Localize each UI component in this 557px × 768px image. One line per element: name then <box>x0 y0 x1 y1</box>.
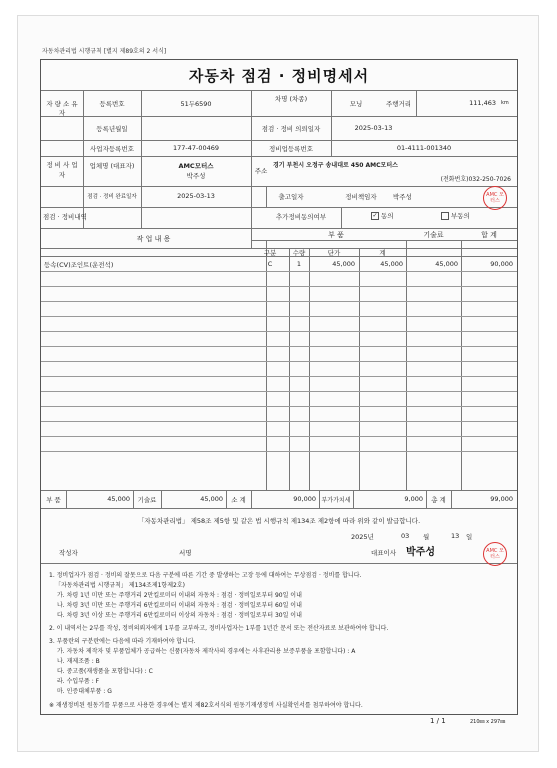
row-price: 45,000 <box>332 260 355 268</box>
consent-yes[interactable] <box>371 211 394 220</box>
consent-no-label: 부동의 <box>451 212 470 220</box>
sub-kind: 구분 <box>263 249 277 257</box>
note-1-ref: 「자동차관리법 시행규칙」 제134조제1항제2호) <box>55 582 185 589</box>
mechanic-value: 박주성 <box>393 193 412 201</box>
note-1c: 다. 차령 3년 이상 또는 주행거리 6만킬로미터 이상의 자동차 : 점검 · 정비일로부터 30일 이내 <box>57 612 302 619</box>
phone-value: (전화번호)032-250-7026 <box>440 176 511 183</box>
sum-total-label: 총 계 <box>431 496 446 504</box>
release-date-label: 출고일자 <box>278 193 304 201</box>
consent-yes-label: 동의 <box>381 212 394 220</box>
row-qty: 1 <box>296 260 302 268</box>
biz-no-value: 177-47-00469 <box>172 144 220 152</box>
first-reg-label: 등록년월일 <box>96 125 128 133</box>
reg-no-value: 51두6590 <box>180 100 212 108</box>
company-label: 업체명 (대표자) <box>89 162 135 170</box>
ceo-label: 대표이사 <box>371 549 397 557</box>
biz-no-label: 사업자등록번호 <box>90 145 134 153</box>
inspection-label: 점검 · 정비내역 <box>43 213 87 221</box>
extra-consent-label: 추가정비동의여부 <box>275 213 327 221</box>
page-number: 1 / 1 <box>430 717 446 725</box>
sum-parts: 45,000 <box>107 495 130 503</box>
complete-date-value: 2025-03-13 <box>177 192 215 200</box>
mechanic-label: 정비책임자 <box>345 193 377 201</box>
consent-yes-checkbox[interactable]: ✓ <box>372 212 378 219</box>
note-2: 2. 이 내역서는 2부를 작성, 정비의뢰자에게 1부를 교부하고, 정비사업자는 1부를 1년간 문서 또는 전산자료로 보관하여야 합니다. <box>49 625 389 632</box>
sum-total: 99,000 <box>490 495 513 503</box>
row-total: 90,000 <box>490 260 513 268</box>
vehicle-owner-label: 자 량 소 유 자 <box>46 100 78 117</box>
mileage-unit: km <box>501 100 509 106</box>
invoice-form <box>40 59 518 715</box>
sum-labor: 45,000 <box>200 495 223 503</box>
date-day-unit: 일 <box>466 533 473 541</box>
note-3d: 라. 수입부품 : F <box>57 678 100 685</box>
request-date-value: 2025-03-13 <box>354 124 393 132</box>
col-parts: 부 품 <box>328 231 344 239</box>
date-day: 13 <box>451 532 460 540</box>
request-date-label: 점검 · 정비 의뢰일자 <box>261 125 321 133</box>
note-footer: ※ 재생정비된 원동기를 부품으로 사용한 경우에는 별지 제82호서식의 원동기재생정비 사실확인서를 첨부하여야 합니다. <box>49 702 363 709</box>
note-1b: 나. 차령 3년 미만 또는 주행거리 6만킬로미터 이내의 자동차 : 점검 · 정비일로부터 60일 이내 <box>57 602 302 609</box>
row-labor: 45,000 <box>435 260 458 268</box>
shop-reg-value: 01-4111-001340 <box>396 144 452 152</box>
reg-no-label: 등록번호 <box>99 100 125 108</box>
row-amount: 45,000 <box>380 260 403 268</box>
sub-qty: 수량 <box>292 249 306 257</box>
form-reference: 자동차관리법 시행규칙 [별지 제89호의 2 서식] <box>42 48 167 55</box>
address-label: 주소 <box>254 167 268 175</box>
sum-vat-label: 부가가치세 <box>321 497 351 504</box>
note-3c: 다. 중고품(재생품을 포함합니다) : C <box>57 668 153 675</box>
date-year: 2025년 <box>351 533 374 541</box>
note-3b: 나. 재제조품 : B <box>57 658 100 665</box>
statement-text: 「자동차관리법」 제58조 제5항 및 같은 법 시행규칙 제134조 제2항에 따라 위와 같이 발급합니다. <box>137 517 421 525</box>
note-3: 3. 부품란의 구분란에는 다음에 따라 기재하여야 합니다. <box>49 638 196 645</box>
complete-date-label: 점검 · 정비 완료일자 <box>87 194 137 200</box>
sub-amount: 계 <box>379 249 386 257</box>
row-kind: C <box>267 260 273 268</box>
address-value: 경기 부천시 오정구 송내대로 450 AMC모터스 <box>273 162 398 169</box>
model-label: 차명 (차종) <box>274 95 308 103</box>
sign-label: 서명 <box>179 549 192 557</box>
note-1a: 가. 차령 1년 미만 또는 주행거리 2만킬로미터 이내의 자동차 : 점검 · 정비일로부터 90일 이내 <box>57 592 302 599</box>
shop-reg-label: 정비업등록번호 <box>269 145 313 153</box>
sum-labor-label: 기술료 <box>137 496 157 504</box>
sum-subtotal: 90,000 <box>293 495 316 503</box>
mileage-value: 111,463 <box>469 99 496 107</box>
col-total: 합 계 <box>481 231 497 239</box>
company-value: AMC모터스 <box>178 162 214 170</box>
row-work: 등속(CV)조인트(운전석) <box>44 261 114 269</box>
note-1: 1. 정비업자가 점검 · 정비의 잘못으로 다음 구분에 따른 기간 중 발생하는 고장 등에 대하여는 무상점검 · 정비를 합니다. <box>49 572 362 579</box>
col-labor: 기술료 <box>423 231 444 239</box>
mileage-label: 주행거리 <box>385 100 412 108</box>
consent-no[interactable] <box>441 211 470 220</box>
business-label: 정 비 사 업 자 <box>46 161 78 179</box>
date-month: 03 <box>401 532 410 540</box>
representative-value: 박주성 <box>186 172 206 180</box>
date-month-unit: 월 <box>423 533 430 541</box>
sum-subtotal-label: 소 계 <box>231 496 246 504</box>
note-3e: 마. 인증대체부품 : G <box>57 688 112 695</box>
model-value: 모닝 <box>349 100 363 108</box>
paper-size: 210㎜ x 297㎜ <box>470 719 506 725</box>
note-3a: 가. 자동차 제작자 및 부품업체가 공급하는 신품(자동차 제작사의 경우에는 사후관리용 보증부품을 포함합니다) : A <box>57 648 356 655</box>
sub-price: 단가 <box>327 249 341 257</box>
sum-parts-label: 부 품 <box>46 496 61 504</box>
sum-vat: 9,000 <box>404 495 423 503</box>
document-title: 자동차 점검 · 정비명세서 <box>188 67 370 85</box>
ceo-stamp: AMC 모터스 <box>483 542 507 566</box>
col-work: 작 업 내 용 <box>136 235 171 243</box>
company-stamp: AMC 모터스 <box>483 186 507 210</box>
ceo-signature: 박주성 <box>406 547 435 558</box>
consent-no-checkbox[interactable] <box>441 212 449 220</box>
author-label: 작성자 <box>59 549 78 557</box>
